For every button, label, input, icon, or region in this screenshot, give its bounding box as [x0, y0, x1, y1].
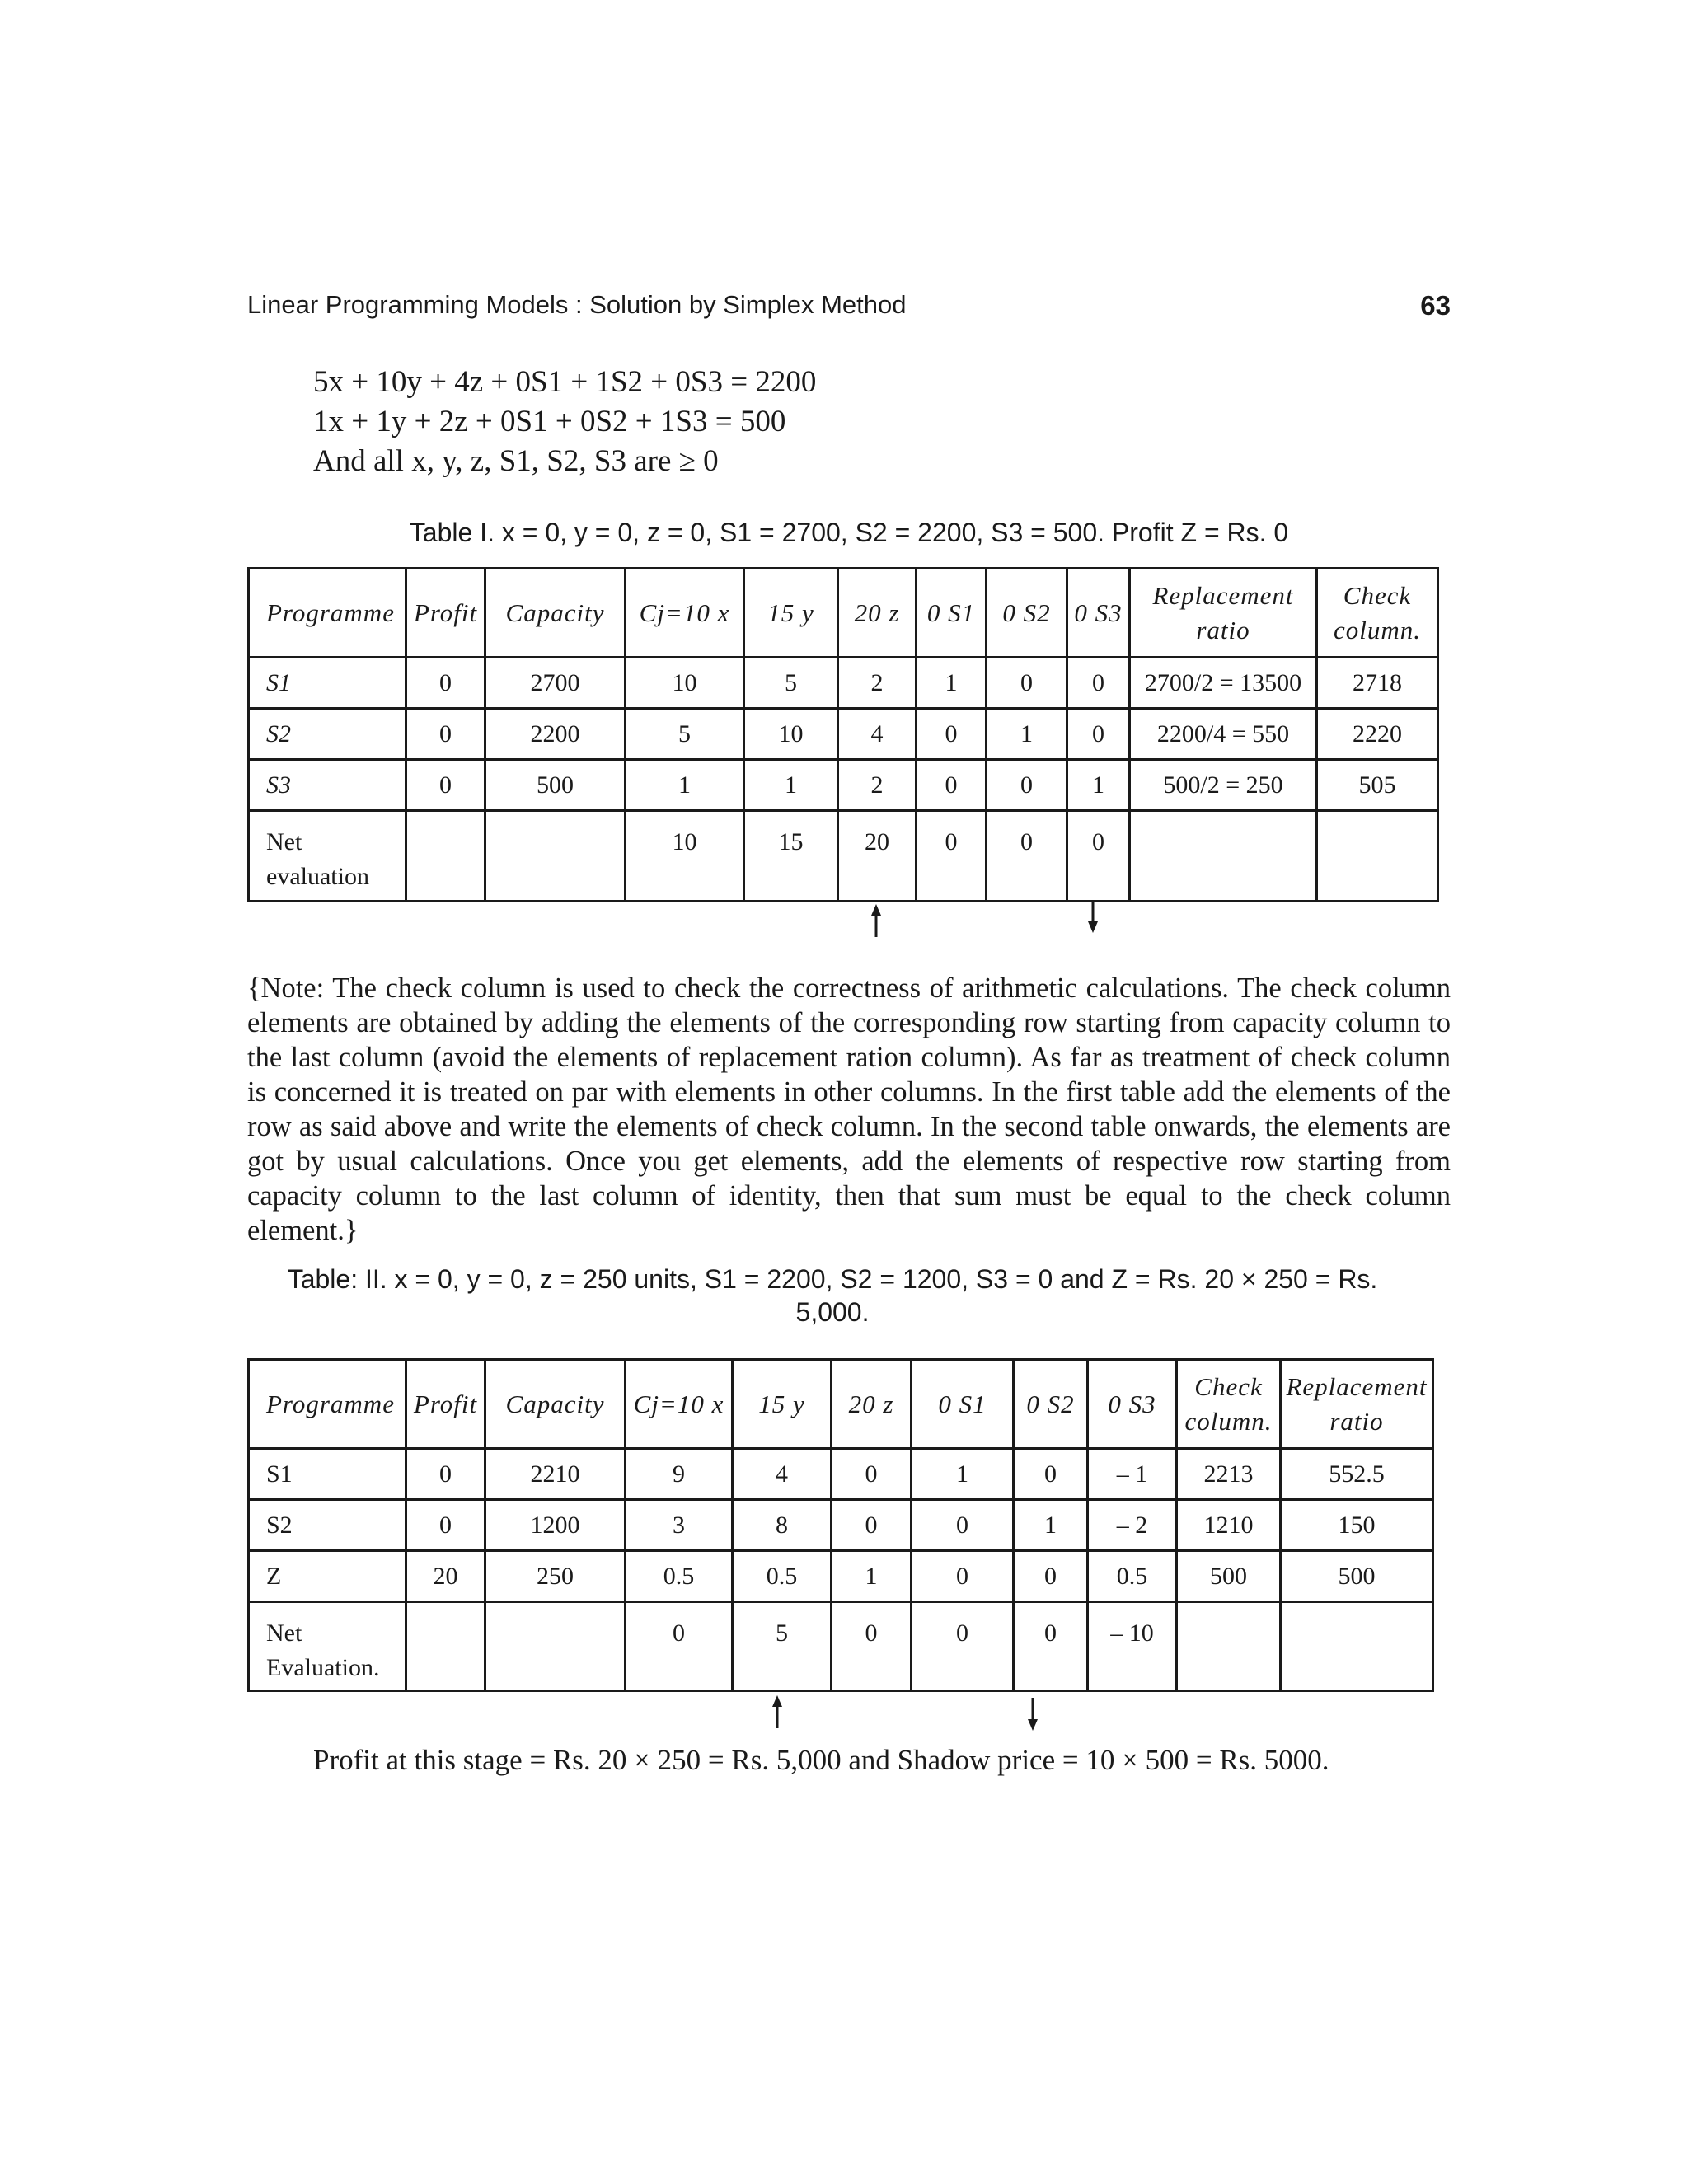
header-profit: Profit — [406, 569, 485, 658]
table-cell: 9 — [626, 1449, 733, 1500]
table-cell: 3 — [626, 1500, 733, 1551]
table-cell: 0 — [406, 1500, 485, 1551]
table-cell: 0 — [832, 1449, 912, 1500]
table1-caption: Table I. x = 0, y = 0, z = 0, S1 = 2700, S2 = 2200, S3 = 500. Profit Z = Rs. 0 — [409, 518, 1289, 547]
table-cell: 1210 — [1177, 1500, 1281, 1551]
table-cell — [485, 1602, 626, 1691]
header-check-column: Check column. — [1177, 1360, 1281, 1449]
table-cell: 20 — [838, 811, 917, 902]
pivot-element: 2 — [838, 760, 917, 811]
table-cell — [406, 811, 485, 902]
table-cell: 10 — [744, 709, 838, 760]
table-row — [249, 1602, 1433, 1691]
table-cell: 20 — [406, 1551, 485, 1602]
table-cell: 250 — [485, 1551, 626, 1602]
table2 — [247, 1358, 1434, 1692]
table-cell: 500/2 = 250 — [1130, 760, 1317, 811]
table-cell: 0 — [1014, 1602, 1088, 1691]
table-cell: 2200 — [485, 709, 626, 760]
pivot-element: 8 — [733, 1500, 832, 1551]
table-cell: – 2 — [1088, 1500, 1177, 1551]
table-cell: 1 — [832, 1551, 912, 1602]
header-y: 15 y — [733, 1360, 832, 1449]
outgoing-column-arrow-icon — [1086, 900, 1100, 933]
header-z: 20 z — [838, 569, 917, 658]
table-cell: 0 — [987, 658, 1067, 709]
table-cell: 0 — [917, 760, 987, 811]
table-cell: 2 — [838, 658, 917, 709]
table-cell: 0 — [832, 1602, 912, 1691]
table-row — [249, 658, 1438, 709]
table-cell: 552.5 — [1281, 1449, 1433, 1500]
table-cell: 2210 — [485, 1449, 626, 1500]
running-head — [247, 290, 1451, 326]
row-label: S1 — [249, 1449, 406, 1500]
table2-caption: Table: II. x = 0, y = 0, z = 250 units, S1 = 2200, S2 = 1200, S3 = 0 and Z = Rs. 20 × 250 = Rs. 5,000. — [287, 1264, 1378, 1327]
non-negativity-line: And all x, y, z, S1, S2, S3 are ≥ 0 — [313, 444, 719, 478]
header-z: 20 z — [832, 1360, 912, 1449]
table-cell: 0 — [406, 760, 485, 811]
table-cell: 150 — [1281, 1500, 1433, 1551]
header-s1: 0 S1 — [917, 569, 987, 658]
header-replacement-ratio: Replacement ratio — [1281, 1360, 1433, 1449]
row-label: Net Evaluation. — [249, 1602, 406, 1691]
table-cell: 0 — [1067, 658, 1130, 709]
header-y: 15 y — [744, 569, 838, 658]
constraint-equation-1: 5x + 10y + 4z + 0S1 + 1S2 + 0S3 = 2200 — [313, 365, 817, 399]
header-capacity: Capacity — [485, 569, 626, 658]
table-cell: 4 — [838, 709, 917, 760]
table-cell: 0 — [406, 658, 485, 709]
header-s3: 0 S3 — [1088, 1360, 1177, 1449]
table-cell: 0.5 — [626, 1551, 733, 1602]
page-number: 63 — [1420, 290, 1451, 321]
row-label: Z — [249, 1551, 406, 1602]
table-cell: 0 — [912, 1500, 1014, 1551]
table-cell: 1 — [1014, 1500, 1088, 1551]
header-capacity: Capacity — [485, 1360, 626, 1449]
table-cell: 0 — [406, 709, 485, 760]
table-cell: 4 — [733, 1449, 832, 1500]
table-cell: 10 — [626, 811, 744, 902]
table1-header-row — [249, 569, 1438, 658]
table-cell — [406, 1602, 485, 1691]
row-label: Net evaluation — [249, 811, 406, 902]
table-cell — [1317, 811, 1438, 902]
table-row — [249, 1551, 1433, 1602]
table-cell: 0 — [406, 1449, 485, 1500]
table-cell: 0 — [912, 1551, 1014, 1602]
table-cell: 15 — [744, 811, 838, 902]
header-programme: Programme — [249, 569, 406, 658]
table-cell: 0.5 — [733, 1551, 832, 1602]
table-cell: 500 — [485, 760, 626, 811]
table-cell: 1 — [987, 709, 1067, 760]
table-cell: 0 — [917, 709, 987, 760]
table-row — [249, 1500, 1433, 1551]
row-label: S2 — [249, 1500, 406, 1551]
header-s3: 0 S3 — [1067, 569, 1130, 658]
table-cell: 2220 — [1317, 709, 1438, 760]
table2-header-row — [249, 1360, 1433, 1449]
row-label: S3 — [249, 760, 406, 811]
outgoing-column-arrow-icon — [1026, 1698, 1039, 1731]
table-cell: 2700/2 = 13500 — [1130, 658, 1317, 709]
header-profit: Profit — [406, 1360, 485, 1449]
row-label: S1 — [249, 658, 406, 709]
table-cell: 2213 — [1177, 1449, 1281, 1500]
table-cell — [1130, 811, 1317, 902]
table-row — [249, 1449, 1433, 1500]
table-row — [249, 760, 1438, 811]
header-x: Cj=10 x — [626, 569, 744, 658]
header-x: Cj=10 x — [626, 1360, 733, 1449]
table-cell: 1 — [744, 760, 838, 811]
header-check-column: Check column. — [1317, 569, 1438, 658]
table-cell — [1177, 1602, 1281, 1691]
table-cell: 0 — [987, 760, 1067, 811]
header-title: Linear Programming Models : Solution by Simplex Method — [247, 290, 907, 319]
table-cell: 1 — [917, 658, 987, 709]
table-cell: – 10 — [1088, 1602, 1177, 1691]
table-cell: 0 — [912, 1602, 1014, 1691]
table-cell: 0.5 — [1088, 1551, 1177, 1602]
table-cell: 5 — [733, 1602, 832, 1691]
table-cell: 2200/4 = 550 — [1130, 709, 1317, 760]
constraint-equation-2: 1x + 1y + 2z + 0S1 + 0S2 + 1S3 = 500 — [313, 405, 786, 438]
table-cell: 1 — [912, 1449, 1014, 1500]
header-s2: 0 S2 — [1014, 1360, 1088, 1449]
table-cell: 0 — [917, 811, 987, 902]
table-cell: 505 — [1317, 760, 1438, 811]
table1 — [247, 567, 1439, 902]
table-cell: 1200 — [485, 1500, 626, 1551]
note-paragraph: {Note: The check column is used to check the correctness of arithmetic calculations. The check column elements are obtained by adding the elements of the corresponding row starting from capacity column to the last column (avoid the elements of replacement ration column). As far as treatment of check column is concerned it is treated on par with elements in other columns. In the first table add the elements of the row as said above and write the elements of check column. In the second table onwards, the elements are got by usual calculations. Once you get elements, add the elements of respective row starting from capacity column to the last column of identity, then that sum must be equal to the check column element.} — [247, 972, 1451, 1246]
table-cell: 0 — [1014, 1551, 1088, 1602]
table-cell: 2718 — [1317, 658, 1438, 709]
table-cell: 1 — [626, 760, 744, 811]
table-cell: 0 — [987, 811, 1067, 902]
table-cell: 500 — [1281, 1551, 1433, 1602]
row-label: S2 — [249, 709, 406, 760]
table-cell: 5 — [626, 709, 744, 760]
entering-column-arrow-icon — [771, 1695, 784, 1728]
table-cell — [485, 811, 626, 902]
table-cell: 0 — [1067, 709, 1130, 760]
table-cell: 10 — [626, 658, 744, 709]
entering-column-arrow-icon — [870, 904, 883, 937]
table-cell: 1 — [1067, 760, 1130, 811]
table-row — [249, 709, 1438, 760]
header-s2: 0 S2 — [987, 569, 1067, 658]
table-cell: – 1 — [1088, 1449, 1177, 1500]
header-replacement-ratio: Replacement ratio — [1130, 569, 1317, 658]
table-cell: 0 — [832, 1500, 912, 1551]
header-s1: 0 S1 — [912, 1360, 1014, 1449]
table-cell: 2700 — [485, 658, 626, 709]
profit-summary-line: Profit at this stage = Rs. 20 × 250 = Rs. 5,000 and Shadow price = 10 × 500 = Rs. 5000. — [313, 1744, 1329, 1776]
header-programme: Programme — [249, 1360, 406, 1449]
table-cell: 0 — [1067, 811, 1130, 902]
table-cell: 0 — [626, 1602, 733, 1691]
table-row — [249, 811, 1438, 902]
table-cell — [1281, 1602, 1433, 1691]
table-cell: 5 — [744, 658, 838, 709]
table-cell: 0 — [1014, 1449, 1088, 1500]
table-cell: 500 — [1177, 1551, 1281, 1602]
